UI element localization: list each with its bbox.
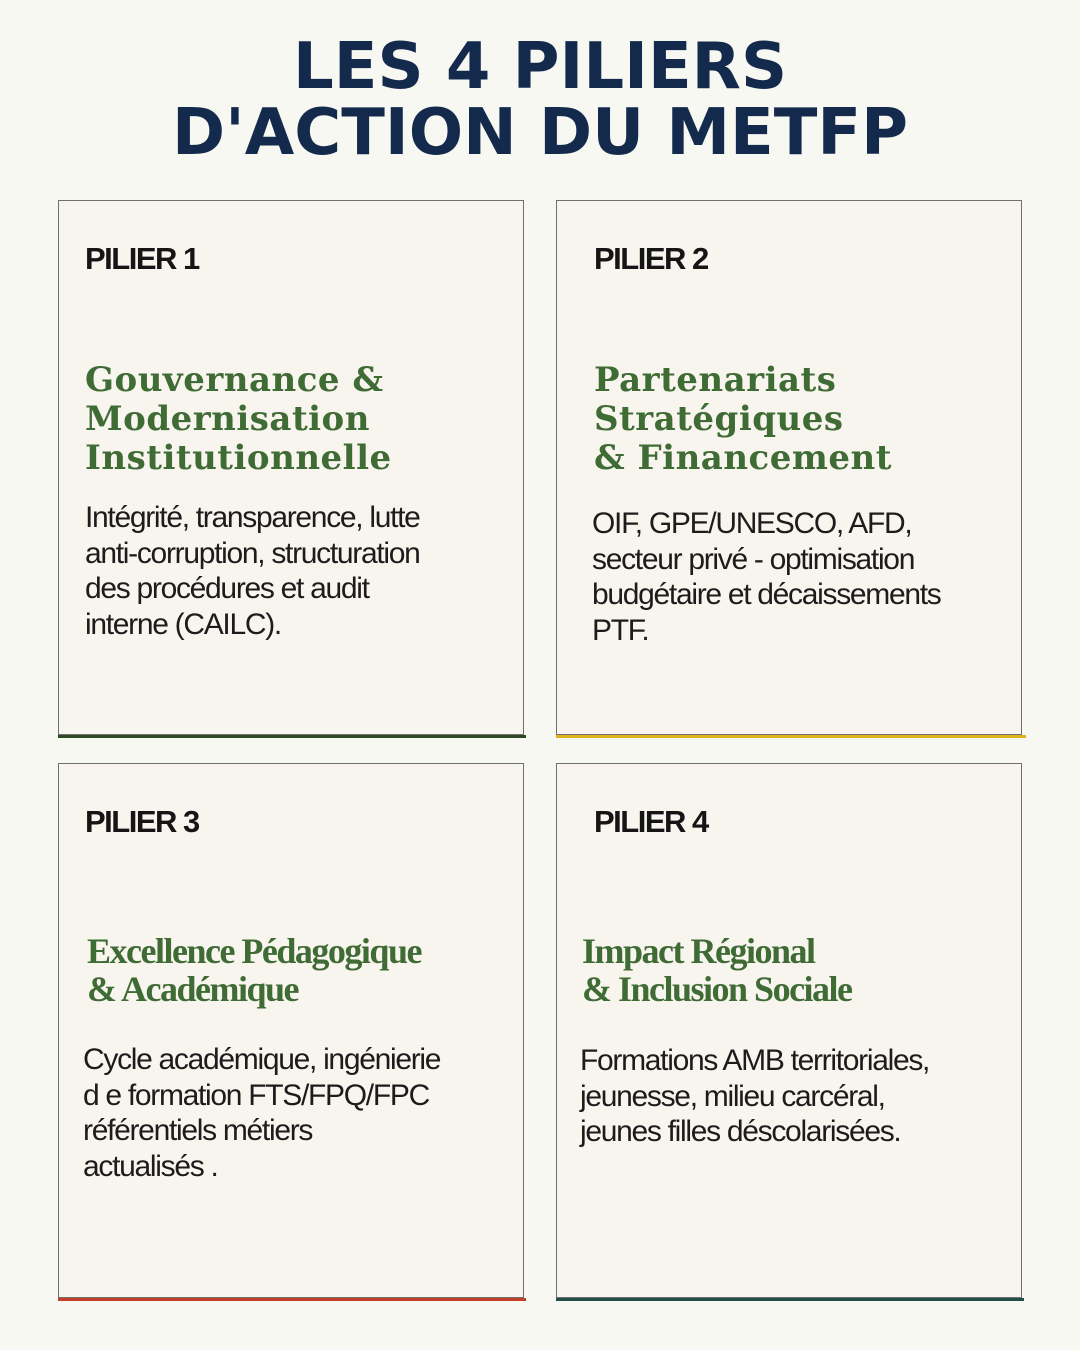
- pillar-card-3: [58, 763, 524, 1298]
- pillar-accent-line: [556, 1298, 1024, 1301]
- pillar-accent-line: [58, 1298, 526, 1301]
- pillar-card-2: [556, 200, 1022, 735]
- pillar-title: Impact Régional & Inclusion Sociale: [582, 931, 852, 1009]
- pillar-title: Partenariats Stratégiques & Financement: [594, 360, 892, 478]
- pillar-label: PILIER 3: [85, 804, 199, 839]
- pillar-accent-line: [58, 735, 526, 738]
- pillar-description: Cycle académique, ingénierie d e formation FTS/FPQ/FPC référentiels métiers actualisés .: [83, 1043, 441, 1183]
- pillar-label: PILIER 1: [85, 241, 199, 276]
- pillar-accent-line: [556, 735, 1026, 738]
- pillar-description: Intégrité, transparence, lutte anti-corruption, structuration des procédures et audit interne (CAILC).: [85, 501, 420, 641]
- pillar-description: Formations AMB territoriales, jeunesse, milieu carcéral, jeunes filles déscolarisées.: [580, 1044, 930, 1148]
- page-title: [0, 30, 1080, 170]
- page-title-line-1: LES 4 PILIERS: [292, 30, 788, 104]
- pillar-label: PILIER 2: [594, 241, 708, 276]
- pillar-label: PILIER 4: [594, 804, 708, 839]
- page-title-line-2: D'ACTION DU METFP: [172, 96, 908, 170]
- pillar-card-4: [556, 763, 1022, 1298]
- pillar-title: Excellence Pédagogique & Académique: [87, 931, 421, 1009]
- pillar-description: OIF, GPE/UNESCO, AFD, secteur privé - optimisation budgétaire et décaissements PTF.: [592, 507, 941, 647]
- pillar-title: Gouvernance & Modernisation Institutionnelle: [85, 360, 392, 478]
- pillar-card-1: [58, 200, 524, 735]
